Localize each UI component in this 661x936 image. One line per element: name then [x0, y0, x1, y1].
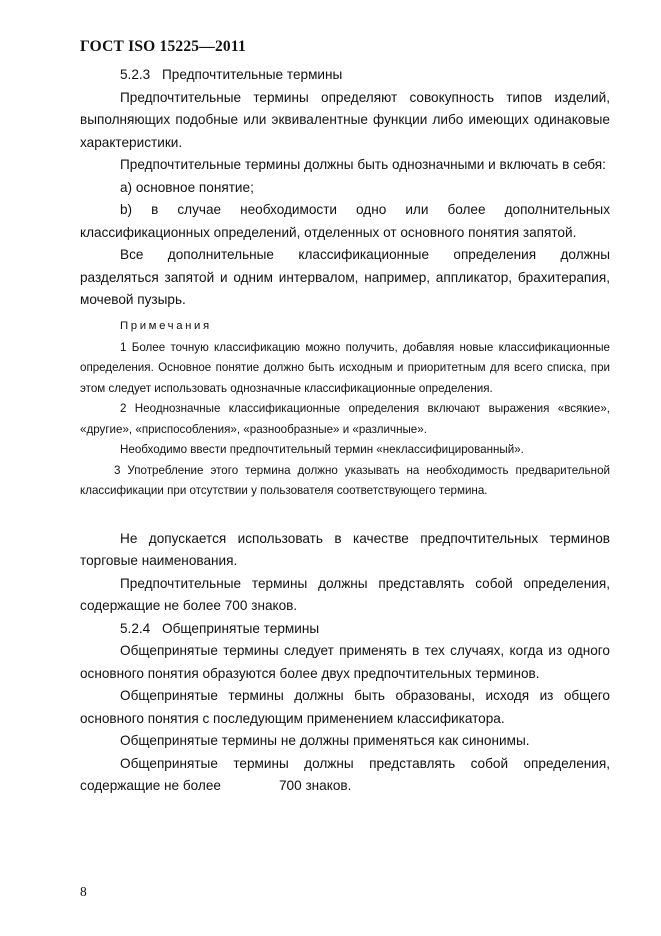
paragraph: Предпочтительные термины должны представлять собой определения, содержащие не более 700 знаков. [80, 575, 610, 613]
paragraph: Все дополнительные классификационные определения должны разделяться запятой и одним интервалом, например, аппликатор, брахитерапия, мочевой пузырь. [80, 247, 610, 307]
paragraph: Не допускается использовать в качестве предпочтительных терминов торговые наименования. [80, 530, 610, 568]
paragraph-text: Общепринятые термины должны представлять собой определения, содержащие не более [80, 755, 610, 793]
paragraph-last [80, 753, 610, 798]
note-1: 1 Более точную классификацию можно получить, добавляя новые классификационные определения. Основное понятие должно быть исходным и приоритетным для всего списка, при этом следует использовать однозначные классификационные определения. [80, 340, 610, 395]
paragraph: Общепринятые термины не должны применяться как синонимы. [120, 733, 530, 748]
paragraph: Предпочтительные термины должны быть однозначными и включать в себя: [120, 157, 606, 172]
note-2: 2 Неоднозначные классификационные определения включают выражения «всякие», «другие», «приспособления», «разнообразные» и «различные». [80, 402, 610, 436]
spacer [80, 502, 610, 528]
page-number: 8 [80, 884, 87, 899]
note-3: 3 Употребление этого термина должно указывать на необходимость предварительной классификации при отсутствии у пользователя соответствующего термина. [80, 463, 610, 497]
section-heading-5-2-4 [80, 618, 610, 641]
paragraph: Предпочтительные термины определяют совокупность типов изделий, выполняющих подобные или эквивалентные функции либо имеющих одинаковые характеристики. [80, 89, 610, 150]
standard-header: ГОСТ ISO 15225—2011 [80, 38, 246, 55]
paragraph: Общепринятые термины должны быть образованы, исходя из общего основного понятия с последующим применением классификатора. [80, 688, 610, 726]
page-content [80, 64, 610, 798]
paragraph-text-end: 700 знаков. [278, 778, 352, 793]
list-item-a: а) основное понятие; [120, 179, 254, 195]
notes-title: Примечания [120, 319, 212, 332]
section-heading-5-2-3 [80, 64, 610, 87]
section-number: 5.2.3 [120, 67, 151, 82]
section-number: 5.2.4 [120, 620, 151, 636]
section-title: Общепринятые термины [162, 620, 320, 636]
section-title: Предпочтительные термины [162, 67, 343, 82]
note-2-continuation: Необходимо ввести предпочтительный термин «неклассифицированный». [120, 443, 524, 456]
list-item-b: b) в случае необходимости одно или более дополнительных классификационных определений, отделенных от основного понятия запятой. [80, 202, 610, 240]
paragraph: Общепринятые термины следует применять в тех случаях, когда из одного основного понятия образуются более двух предпочтительных терминов. [80, 643, 610, 681]
